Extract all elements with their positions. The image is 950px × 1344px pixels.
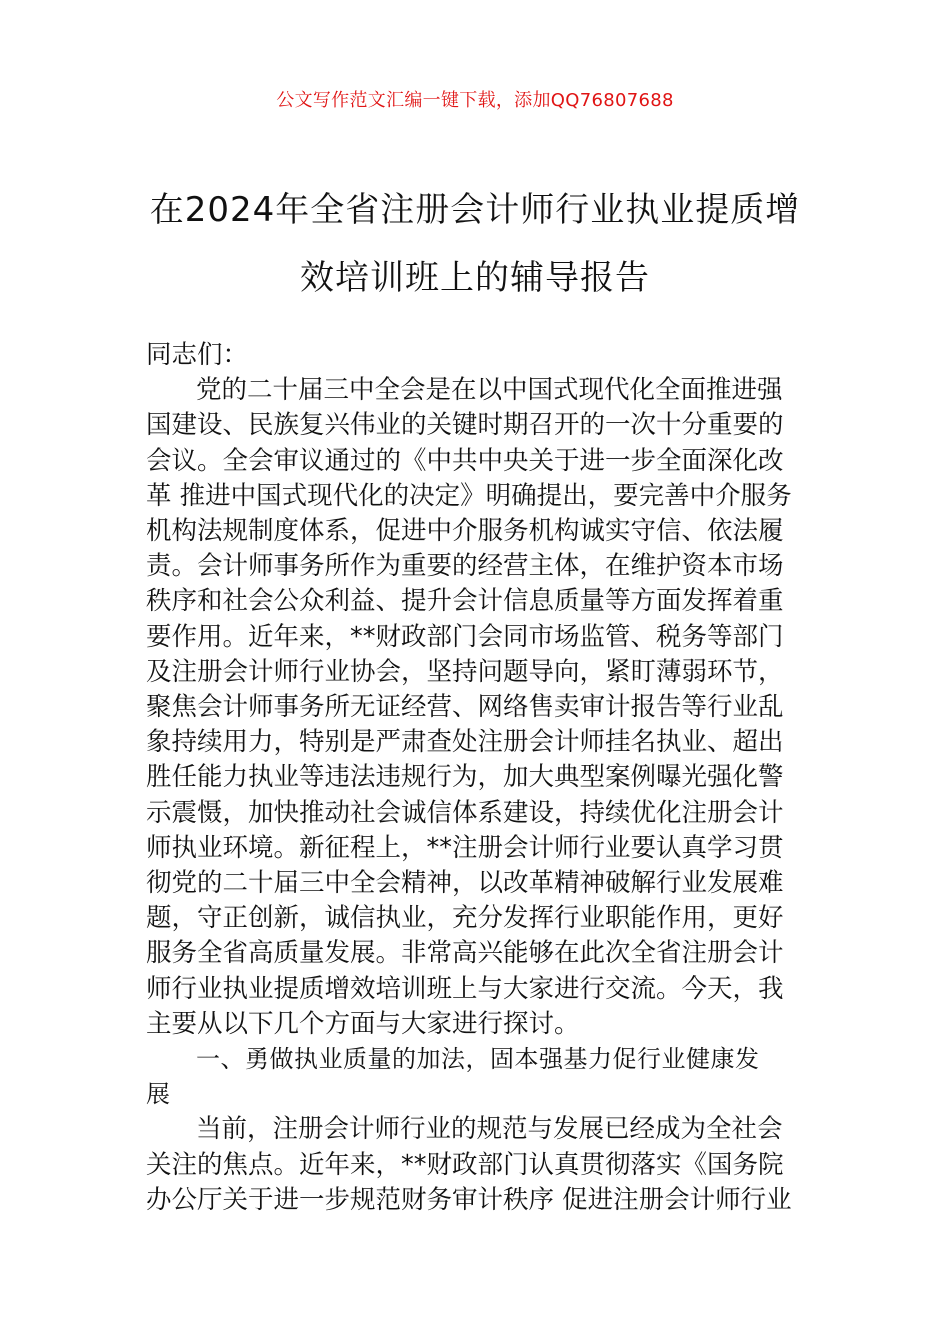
text-line: 题，守正创新，诚信执业，充分发挥行业职能作用，更好: [146, 903, 784, 934]
paragraph-section-1: [146, 1112, 816, 1218]
text-line: 关注的焦点。近年来，**财政部门认真贯彻落实《国务院: [146, 1149, 784, 1180]
text-line: 机构法规制度体系，促进中介服务机构诚实守信、依法履: [146, 516, 784, 547]
document-title: [130, 176, 820, 312]
text-line: 责。会计师事务所作为重要的经营主体，在维护资本市场: [146, 551, 784, 582]
text-line: 办公厅关于进一步规范财务审计秩序 促进注册会计师行业: [146, 1184, 792, 1215]
text-line: 示震慑，加快推动社会诚信体系建设，持续优化注册会计: [146, 797, 784, 828]
text-line: 师行业执业提质增效培训班上与大家进行交流。今天，我: [146, 973, 784, 1004]
text-line: 当前，注册会计师行业的规范与发展已经成为全社会: [196, 1114, 783, 1145]
title-line: 效培训班上的辅导报告: [300, 258, 650, 298]
text-line: 及注册会计师行业协会，坚持问题导向，紧盯薄弱环节，: [146, 656, 784, 687]
text-line: 彻党的二十届三中全会精神，以改革精神破解行业发展难: [146, 868, 784, 899]
text-line: 党的二十届三中全会是在以中国式现代化全面推进强: [196, 375, 783, 406]
heading-line: 一、勇做执业质量的加法，固本强基力促行业健康发: [196, 1045, 760, 1074]
download-notice: 公文写作范文汇编一键下载，添加QQ76807688: [276, 90, 674, 111]
text-line: 要作用。近年来，**财政部门会同市场监管、税务等部门: [146, 621, 784, 652]
text-line: 服务全省高质量发展。非常高兴能够在此次全省注册会计: [146, 938, 784, 969]
text-line: 革 推进中国式现代化的决定》明确提出，要完善中介服务: [146, 480, 792, 511]
text-line: 国建设、民族复兴伟业的关键时期召开的一次十分重要的: [146, 410, 784, 441]
document-body: [146, 338, 816, 1218]
section-heading: [146, 1042, 816, 1112]
text-line: 师执业环境。新征程上，**注册会计师行业要认真学习贯: [146, 832, 784, 863]
text-line: 象持续用力，特别是严肃查处注册会计师挂名执业、超出: [146, 727, 784, 758]
text-line: 主要从以下几个方面与大家进行探讨。: [146, 1008, 580, 1039]
title-line: 在2024年全省注册会计师行业执业提质增: [149, 190, 801, 230]
paragraph-intro: [146, 373, 816, 1042]
text-line: 胜任能力执业等违法违规行为，加大典型案例曝光强化警: [146, 762, 784, 793]
text-line: 聚焦会计师事务所无证经营、网络售卖审计报告等行业乱: [146, 692, 784, 723]
salutation: 同志们：: [146, 340, 249, 370]
text-line: 会议。全会审议通过的《中共中央关于进一步全面深化改: [146, 445, 784, 476]
text-line: 秩序和社会公众利益、提升会计信息质量等方面发挥着重: [146, 586, 784, 617]
heading-line: 展: [146, 1080, 171, 1109]
